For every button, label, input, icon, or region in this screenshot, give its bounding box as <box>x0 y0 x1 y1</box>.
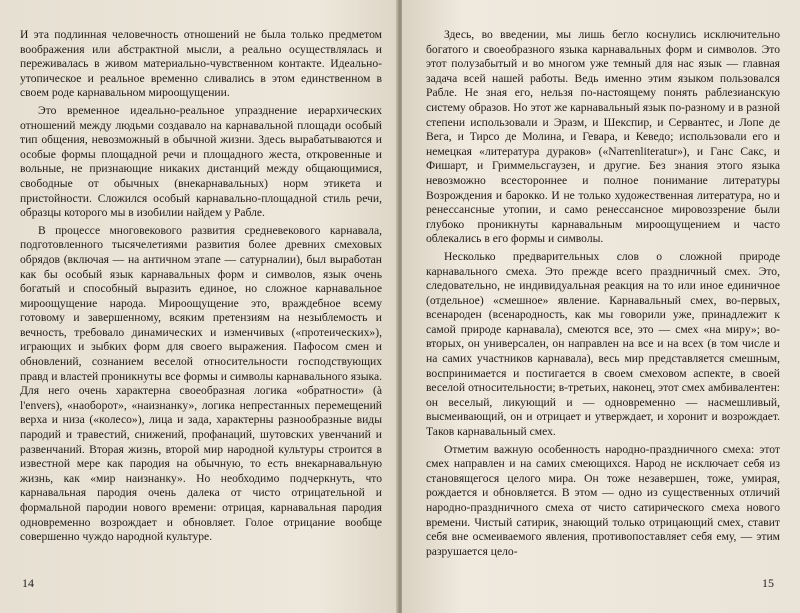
left-page-text <box>20 28 382 548</box>
paragraph: И эта подлинная человечность отношений не была только предметом воображения или абстрактной мысли, а реально осуществлялась и переживалась в живом материально-чувственном контакте. Идеально-утопическое и реальное временно сливались в этом единственном в своем роде карнавальном мироощущении. <box>20 28 382 100</box>
paragraph: Отметим важную особенность народно-праздничного смеха: этот смех направлен и на самих смеющихся. Народ не исключает себя из становящегося целого мира. Он тоже незавершен, тоже, умирая, рождается и обновляется. В этом — одно из существенных отличий народно-праздничного смеха от чисто сатирического смеха нового времени. Чистый сатирик, знающий только отрицающий смех, ставит себя вне осмеиваемого явления, противопоставляет себя ему, — этим разрушается цело- <box>426 442 780 558</box>
page-number: 15 <box>762 576 774 590</box>
paragraph: Это временное идеально-реальное упразднение иерархических отношений между людьми создавало на карнавальной площади особый тип общения, невозможный в обычной жизни. Здесь вырабатываются и особые формы площадной речи и площадного жеста, откровенные и вольные, не признающие никаких дистанций между общающимися, свободные от обычных (внекарнавальных) норм этикета и пристойности. Сложился особый карнавально-площадной стиль речи, образцы которого мы в изобилии найдем у Рабле. <box>20 103 382 220</box>
left-page <box>0 0 398 613</box>
paragraph: Здесь, во введении, мы лишь бегло коснулись исключительно богатого и своеобразного языка карнавальных форм и символов. Это этот полузабытый и во многом уже темный для нас язык — главная задача всей нашей работы. Ведь именно этим языком пользовался Рабле. Не зная его, нельзя по-настоящему понять раблезианскую систему образов. Но этот же карнавальный язык по-разному и в разной степени использовали и Эразм, и Шекспир, и Сервантес, и Лопе де Вега, и Тирсо де Молина, и Гевара, и Кеведо; использовали его и немецкая «литература дураков» («Narrenliteratur»), и Ганс Сакс, и Фишарт, и Гриммельсгаузен, и другие. Без знания этого языка невозможно всестороннее и полное понимание литературы Возрождения и барокко. И не только художественная литература, но и ренессансные утопии, и само ренессансное мировоззрение были глубоко проникнуты карнавальным мироощущением и часто облекались в его формы и символы. <box>426 28 780 246</box>
page-number: 14 <box>22 576 34 590</box>
right-page-text <box>426 28 780 562</box>
paragraph: В процессе многовекового развития средневекового карнавала, подготовленного тысячелетиями развития более древних смеховых обрядов (включая — на античном этапе — сатурналии), был выработан как бы особый язык карнавальных форм и символов, язык очень богатый и способный выразить единое, но сложное карнавальное мироощущение народа. Мироощущение это, враждебное всему готовому и завершенному, всяким претензиям на незыблемость и вечность, требовало динамических и изменчивых («протеических»), играющих и зыбких форм для своего выражения. Пафосом смен и обновлений, сознанием веселой относительности господствующих правд и властей проникнуты все формы и символы карнавального языка. Для него очень характерна своеобразная логика «обратности» (à l'envers), «наоборот», «наизнанку», логика непрестанных перемещений верха и низа («колесо»), лица и зада, характерны разнообразные виды пародий и травестий, снижений, профанаций, шутовских увенчаний и развенчаний. Вторая жизнь, второй мир народной культуры строится в известной мере как пародия на обычную, то есть внекарнавальную жизнь, как «мир наизнанку». Но необходимо подчеркнуть, что карнавальная пародия очень далека от чисто отрицательной и формальной пародии нового времени: отрицая, карнавальная пародия одновременно возрождает и обновляет. Голое отрицание вообще совершенно чуждо народной культуре. <box>20 223 382 544</box>
paragraph: Несколько предварительных слов о сложной природе карнавального смеха. Это прежде всего праздничный смех. Это, следовательно, не индивидуальная реакция на то или иное единичное (отдельное) «смешное» явление. Карнавальный смех, во-первых, всенароден (всенародность, как мы говорили уже, принадлежит к самой природе карнавала), смеются все, это — смех «на миру»; во-вторых, он универсален, он направлен на все и на всех (в том числе и на самих участников карнавала), весь мир представляется смешным, воспринимается и постигается в своем смеховом аспекте, в своей веселой относительности; в-третьих, наконец, этот смех амбивалентен: он веселый, ликующий и — одновременно — насмешливый, высмеивающий, он и отрицает и утверждает, и хоронит и возрождает. Таков карнавальный смех. <box>426 249 780 439</box>
right-page <box>402 0 800 613</box>
